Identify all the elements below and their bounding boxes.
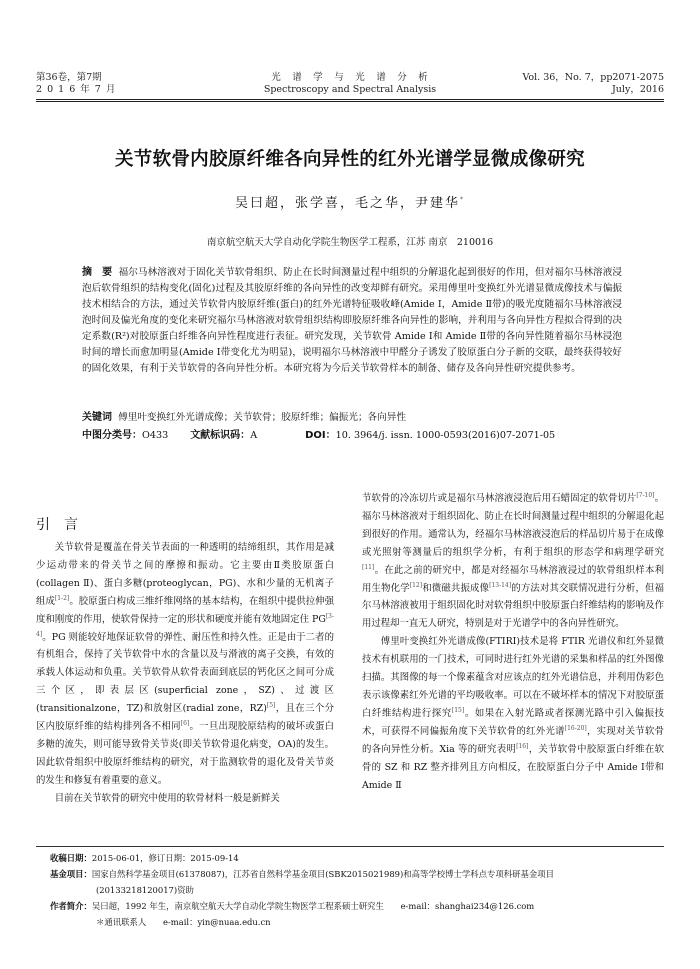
classification-line xyxy=(82,428,642,444)
text-run: 和微磁共振成像 xyxy=(422,582,490,594)
text-run: ，关节软骨中胶原蛋白纤维在软骨的 SZ 和 RZ 整齐排列且方向相反，在胶原蛋白分子中 Amide Ⅰ带和 Amide Ⅱ xyxy=(362,743,664,791)
fund-info-cont: (20133218120017)资助 xyxy=(96,885,194,895)
received-label: 收稿日期： xyxy=(50,853,92,863)
text-run: ，实现对关节软骨的各向异性分析。Xia 等的研究表明 xyxy=(362,725,664,755)
header-rule-bottom xyxy=(36,101,664,102)
body-left-column xyxy=(36,539,334,808)
text-run: 的方法对其交联情况进行分析，但福尔马林溶液被用于组织固化时对软骨组织中胶原蛋白纤维结构的影响及作用过程却一直无人研究，特别是对于光谱学中的各向异性研究。 xyxy=(362,582,664,630)
clc-value: O433 xyxy=(142,430,169,441)
section-title-introduction: 引言 xyxy=(36,517,92,533)
doc-code-label: 文献标识码： xyxy=(190,430,251,441)
citation: [6] xyxy=(180,719,190,727)
citation: [5] xyxy=(266,702,276,710)
abstract-text: 福尔马林溶液对于固化关节软骨组织、防止在长时间测量过程中组织的分解退化起到很好的作用，但对福尔马林溶液浸泡后软骨组织的结构变化(固化)过程及其胶原纤维的各向异性的改变却鲜有研究。采用傅里叶变换红外光谱显微成像技术与偏振技术相结合的方法，通过关节软骨内胶原纤维(蛋白)的红外光谱特征吸收峰(Amide Ⅰ，Amide Ⅱ带)的吸光度随福尔马林溶液浸泡时间及偏光角度的变化来研究福尔马林溶液对软骨组织结构即胶原纤维各向异性的影响，并利用与各向异性方程拟合得到的决定系数(R²)对胶原蛋白纤维各向异性程度进行表征。研究发现，关节软骨 Amide Ⅰ和 Amide Ⅱ带的各向异性随着福尔马林浸泡时间的增长而愈加明显(Amide Ⅰ带变化尤为明显)，说明福尔马林溶液中甲醛分子诱发了胶原蛋白分子新的交联，最终获得较好的固化效果，有利于关节软骨的各向异性分析。本研究将为今后关节软骨样本的制备、储存及各向异性研究提供参考。 xyxy=(82,267,623,374)
author-list xyxy=(0,192,700,211)
author-names: 吴曰超，张学喜，毛之华，尹建华 xyxy=(234,196,460,211)
affiliation: 南京航空航天大学自动化学院生物医学工程系，江苏 南京 210016 xyxy=(206,237,494,248)
paper-title: 关节软骨内胶原纤维各向异性的红外光谱学显微成像研究 xyxy=(114,149,585,170)
fund-label: 基金项目： xyxy=(50,869,92,879)
corresponding-author: ＊通讯联系人 e-mail：yin@nuaa.edu.cn xyxy=(96,917,271,927)
citation: [16-20] xyxy=(564,724,587,732)
date-zh: 2 0 1 6 年 7 月 xyxy=(36,84,117,95)
journal-name-zh: 光 谱 学 与 光 谱 分 析 xyxy=(271,72,429,83)
citation: [1-2] xyxy=(54,594,70,602)
author-bio-value: 吴曰超，1992 年生，南京航空航天大学自动化学院生物医学工程系硕士研究生 e-mail：shanghai234@126.com xyxy=(91,901,535,911)
author-bio xyxy=(50,898,664,914)
citation: [3-4] xyxy=(36,612,334,638)
header-rule-top xyxy=(36,99,664,100)
received-date xyxy=(50,850,664,866)
date-en: July，2016 xyxy=(611,84,664,95)
footnote-rule xyxy=(36,846,664,847)
text-run: 。如果在入射光路或者探测光路中引入偏振技术，可获得不同偏振角度下关节软骨的红外光谱 xyxy=(362,707,664,737)
text-run: 。福尔马林溶液对于组织固化、防止在长时间测量过程中组织的分解退化起到很好的作用。通常认为，经福尔马林溶液浸泡后的样品切片易于在成像或光照射等测量后的组织学分析，有利于组织的形态学和病理学研究 xyxy=(362,493,664,558)
fund-info xyxy=(50,866,664,882)
intro-paragraph-1 xyxy=(36,539,334,790)
doi-label: DOI： xyxy=(305,430,336,441)
author-bio-label: 作者简介： xyxy=(50,901,92,911)
footnotes xyxy=(50,850,664,930)
journal-name-en: Spectroscopy and Spectral Analysis xyxy=(263,84,437,95)
volume-issue-en: Vol. 36，No. 7，pp2071-2075 xyxy=(522,72,664,83)
fund-value: 国家自然科学基金项目(61378087)，江苏省自然科学基金项目(SBK2015021989)和高等学校博士学科点专项科研基金项目 xyxy=(91,869,555,879)
volume-issue-zh: 第36卷，第7期 xyxy=(36,72,102,83)
intro-paragraph-2: 目前在关节软骨的研究中使用的软骨材料一般是新鲜关 xyxy=(54,792,280,804)
keywords xyxy=(82,410,642,426)
text-run: 。PG 则能较好地保证软骨的弹性、耐压性和持久性。正是由于二者的有机组合，保持了关节软骨中水的含量以及与滑液的离子交换，有效的承载人体运动和负重。关节软骨从软骨表面到底层的钙化区之间可分成三个区，即表层区(superficial zone，SZ)、过渡区(transitionalzone，TZ)和放射区(radial zone，RZ) xyxy=(36,631,334,715)
text-run: ，且在三个分区内胶原纤维的结构排列各不相同 xyxy=(36,703,334,733)
citation: [12] xyxy=(409,581,423,589)
abstract xyxy=(82,265,622,377)
text-run: 。一旦出现胶原结构的破坏或蛋白多糖的流失，则可能导致骨关节炎(即关节软骨退化病变，OA)的发生。因此软骨组织中胶原纤维结构的研究，对于监测软骨的退化及骨关节炎的发生和修复有着重要的意义。 xyxy=(36,721,334,786)
keywords-text: 傅里叶变换红外光谱成像；关节软骨；胶原纤维；偏振光；各向异性 xyxy=(118,412,406,423)
clc-label: 中图分类号： xyxy=(82,430,142,441)
citation: [7-10] xyxy=(636,491,655,499)
text-run: 关节软骨是覆盖在骨关节表面的一种透明的结缔组织，其作用是减少运动带来的骨关节之间的摩擦和振动。它主要由Ⅱ类胶原蛋白(collagen Ⅱ)、蛋白多糖(proteoglycan，PG)、水和少量的无机离子组成 xyxy=(36,542,334,607)
keywords-label: 关键词 xyxy=(82,412,112,423)
body-right-column xyxy=(362,490,664,794)
text-run: 节软骨的冷冻切片或是福尔马林溶液浸泡后用石蜡固定的软骨切片 xyxy=(362,493,637,504)
text-run: 。胶原蛋白构成三维纤维网络的基本结构，在组织中提供拉伸强度和刚度的作用，使软骨保持一定的形状和硬度并能有效地固定住 PG xyxy=(36,595,334,625)
abstract-label: 摘 要 xyxy=(82,267,113,278)
citation: [16] xyxy=(516,742,529,750)
text-run: 傅里叶变换红外光谱成像(FTIRI)技术是将 FTIR 光谱仪和红外显微技术有机联用的一门技术，可同时进行红外光谱的采集和样品的红外图像扫描。其图像的每一个像素蕴含对应该点的红外光谱信息，并利用伪彩色表示该像素红外光谱的平均吸收率。可以在不破坏样本的情况下对胶原蛋白纤维结构进行探究 xyxy=(362,636,664,719)
doc-code-value: A xyxy=(250,430,258,441)
doi-value: 10. 3964/j. issn. 1000-0593(2016)07-2071-05 xyxy=(335,430,556,441)
intro-paragraph-2-cont xyxy=(362,490,664,633)
citation: [11] xyxy=(362,563,375,571)
intro-paragraph-3 xyxy=(362,633,664,794)
text-run: 。在此之前的研究中，都是对经福尔马林溶液浸过的软骨组织样本利用生物化学 xyxy=(362,564,664,594)
citation: [13-14] xyxy=(489,581,512,589)
corresponding-mark: * xyxy=(460,196,465,204)
citation: [15] xyxy=(451,706,465,714)
received-value: 2015-06-01，修订日期：2015-09-14 xyxy=(91,853,239,863)
